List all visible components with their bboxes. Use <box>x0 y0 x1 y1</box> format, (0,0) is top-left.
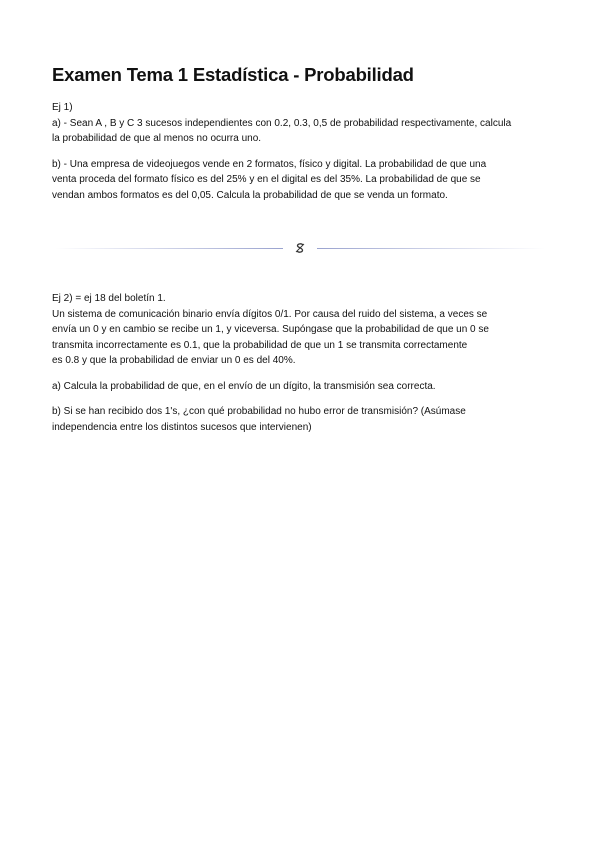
exercise-1a-line: a) - Sean A , B y C 3 sucesos independientes con 0.2, 0.3, 0,5 de probabilidad respectivamente, calcula <box>52 117 512 129</box>
exercise-2b-line: b) Si se han recibido dos 1's, ¿con qué probabilidad no hubo error de transmisión? (Asúmase <box>52 406 466 417</box>
section-divider <box>55 241 545 255</box>
exercise-1b-line: venta proceda del formato físico es del 25% y en el digital es del 35%. La probabilidad de que se <box>52 174 481 185</box>
exercise-1-heading: Ej 1) <box>52 102 73 113</box>
exercise-2-line: Un sistema de comunicación binario envía dígitos 0/1. Por causa del ruido del sistema, a veces se <box>52 308 488 320</box>
exercise-1a-line: la probabilidad de que al menos no ocurra uno. <box>52 133 262 144</box>
exercise-2-line: transmita incorrectamente es 0.1, que la probabilidad de que un 1 se transmita correctamente <box>52 339 468 351</box>
exercise-2a-line: a) Calcula la probabilidad de que, en el envío de un dígito, la transmisión sea correcta. <box>52 380 436 392</box>
exercise-2-line: envía un 0 y en cambio se recibe un 1, y viceversa. Supóngase que la probabilidad de que un 0 se <box>52 324 489 335</box>
exercise-1 <box>52 100 552 203</box>
spacer <box>52 369 552 379</box>
divider-line-left <box>55 248 283 249</box>
exercise-2-heading: Ej 2) = ej 18 del boletín 1. <box>52 293 166 304</box>
exercise-2-line: es 0.8 y que la probabilidad de enviar un 0 es del 40%. <box>52 355 296 366</box>
exercise-2b-line: independencia entre los distintos sucesos que intervienen) <box>52 421 312 433</box>
spacer <box>52 394 552 404</box>
document-title: Examen Tema 1 Estadística - Probabilidad <box>52 64 414 85</box>
ornament-s-icon <box>293 241 307 255</box>
divider-line-right <box>317 248 545 249</box>
exercise-1b-line: b) - Una empresa de videojuegos vende en 2 formatos, físico y digital. La probabilidad de que una <box>52 158 487 170</box>
exercise-2 <box>52 291 552 435</box>
exercise-1b-line: vendan ambos formatos es del 0,05. Calcula la probabilidad de que se venda un formato. <box>52 189 448 201</box>
spacer <box>52 147 552 157</box>
